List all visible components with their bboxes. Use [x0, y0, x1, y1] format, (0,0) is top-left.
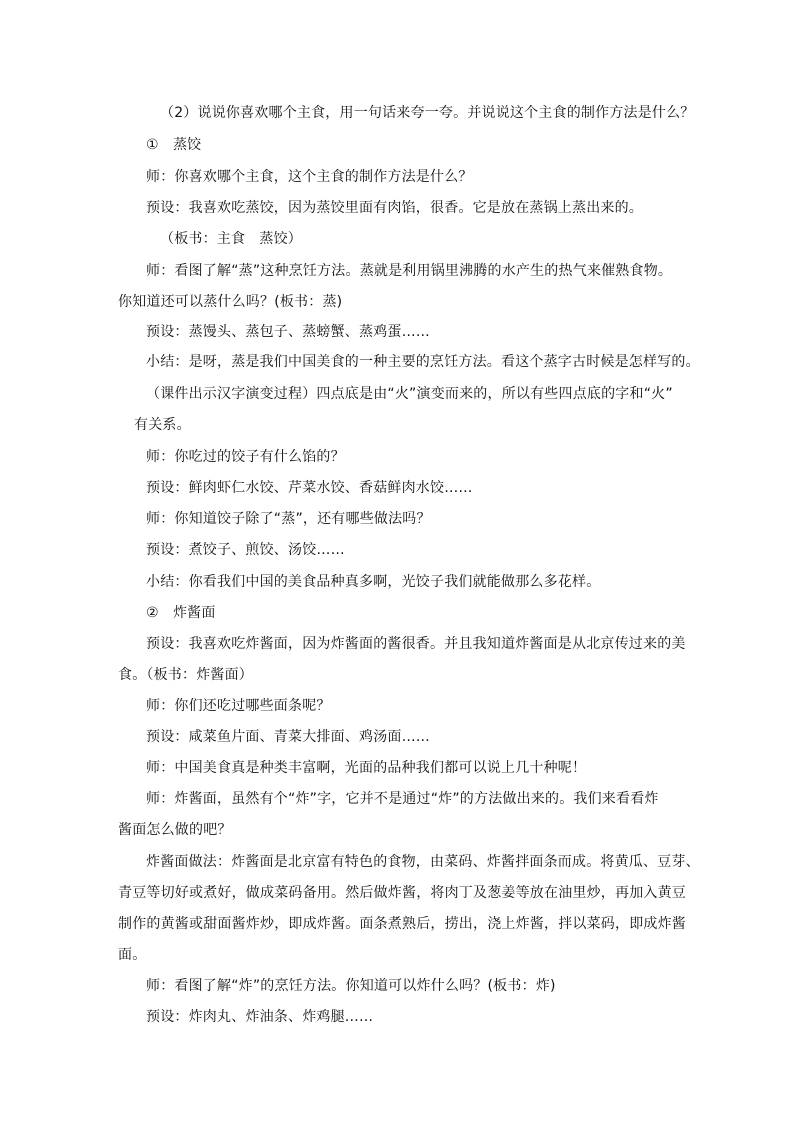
paragraph-line: 预设：鲜肉虾仁水饺、芹菜水饺、香菇鲜肉水饺…… [146, 480, 473, 496]
paragraph-line: 师：你知道饺子除了“蒸”，还有哪些做法吗？ [146, 511, 431, 527]
paragraph-line: 预设：煮饺子、煎饺、汤饺…… [146, 542, 345, 558]
paragraph-line: 预设：我喜欢吃炸酱面，因为炸酱面的酱很香。并且我知道炸酱面是从北京传过来的美 [146, 636, 686, 652]
section-heading-steamed-dumplings: ① 蒸饺 [146, 137, 202, 153]
paragraph-line: 有关系。 [134, 417, 191, 433]
paragraph-line: 青豆等切好或煮好，做成菜码备用。然后做炸酱，将肉丁及葱姜等放在油里炒，再加入黄豆 [118, 885, 686, 901]
paragraph-line: 师：看图了解“蒸”这种烹饪方法。蒸就是利用锅里沸腾的水产生的热气来催熟食物。 [146, 263, 673, 279]
paragraph-line: 炸酱面做法：炸酱面是北京富有特色的食物，由菜码、炸酱拌面条而成。将黄瓜、豆芽、 [146, 854, 700, 870]
paragraph-line: 师：你们还吃过哪些面条呢？ [146, 698, 331, 714]
section-heading-fried-sauce-noodles: ② 炸酱面 [146, 605, 216, 621]
paragraph-line: 师：你喜欢哪个主食，这个主食的制作方法是什么？ [146, 169, 473, 185]
paragraph-line: 预设：咸菜鱼片面、青菜大排面、鸡汤面…… [146, 729, 430, 745]
paragraph-line: 小结：是呀，蒸是我们中国美食的一种主要的烹饪方法。看这个蒸字古时候是怎样写的。 [146, 354, 700, 370]
paragraph-line: 制作的黄酱或甜面酱炸炒，即成炸酱。面条煮熟后，捞出，浇上炸酱，拌以菜码，即成炸酱 [118, 916, 686, 932]
paragraph-line: 食。（板书：炸酱面） [118, 667, 253, 683]
paragraph-line: 面。 [118, 947, 147, 963]
paragraph-line: 师：你吃过的饺子有什么馅的？ [146, 449, 345, 465]
paragraph-line: 预设：炸肉丸、炸油条、炸鸡腿…… [146, 1009, 374, 1025]
paragraph-line: 师：看图了解“炸”的烹饪方法。你知道可以炸什么吗？(板书：炸) [146, 978, 556, 994]
paragraph-line: 师：中国美食真是种类丰富啊，光面的品种我们都可以说上几十种呢！ [146, 760, 587, 776]
paragraph-line: 你知道还可以蒸什么吗？(板书：蒸) [118, 294, 343, 310]
paragraph-line: 小结：你看我们中国的美食品种真多啊，光饺子我们就能做那么多花样。 [146, 574, 601, 590]
paragraph-line: 师：炸酱面，虽然有个“炸”字，它并不是通过“炸”的方法做出来的。我们来看看炸 [146, 791, 659, 807]
paragraph-line: （板书：主食 蒸饺） [160, 231, 302, 247]
question-heading: （2）说说你喜欢哪个主食，用一句话来夸一夸。并说说这个主食的制作方法是什么？ [160, 105, 695, 121]
paragraph-line: 预设：蒸馒头、蒸包子、蒸螃蟹、蒸鸡蛋…… [146, 324, 430, 340]
paragraph-line: 预设：我喜欢吃蒸饺，因为蒸饺里面有肉馅，很香。它是放在蒸锅上蒸出来的。 [146, 200, 643, 216]
paragraph-line: 酱面怎么做的吧？ [118, 822, 232, 838]
paragraph-line: （课件出示汉字演变过程）四点底是由“火”演变而来的，所以有些四点底的字和“火” [146, 386, 673, 402]
